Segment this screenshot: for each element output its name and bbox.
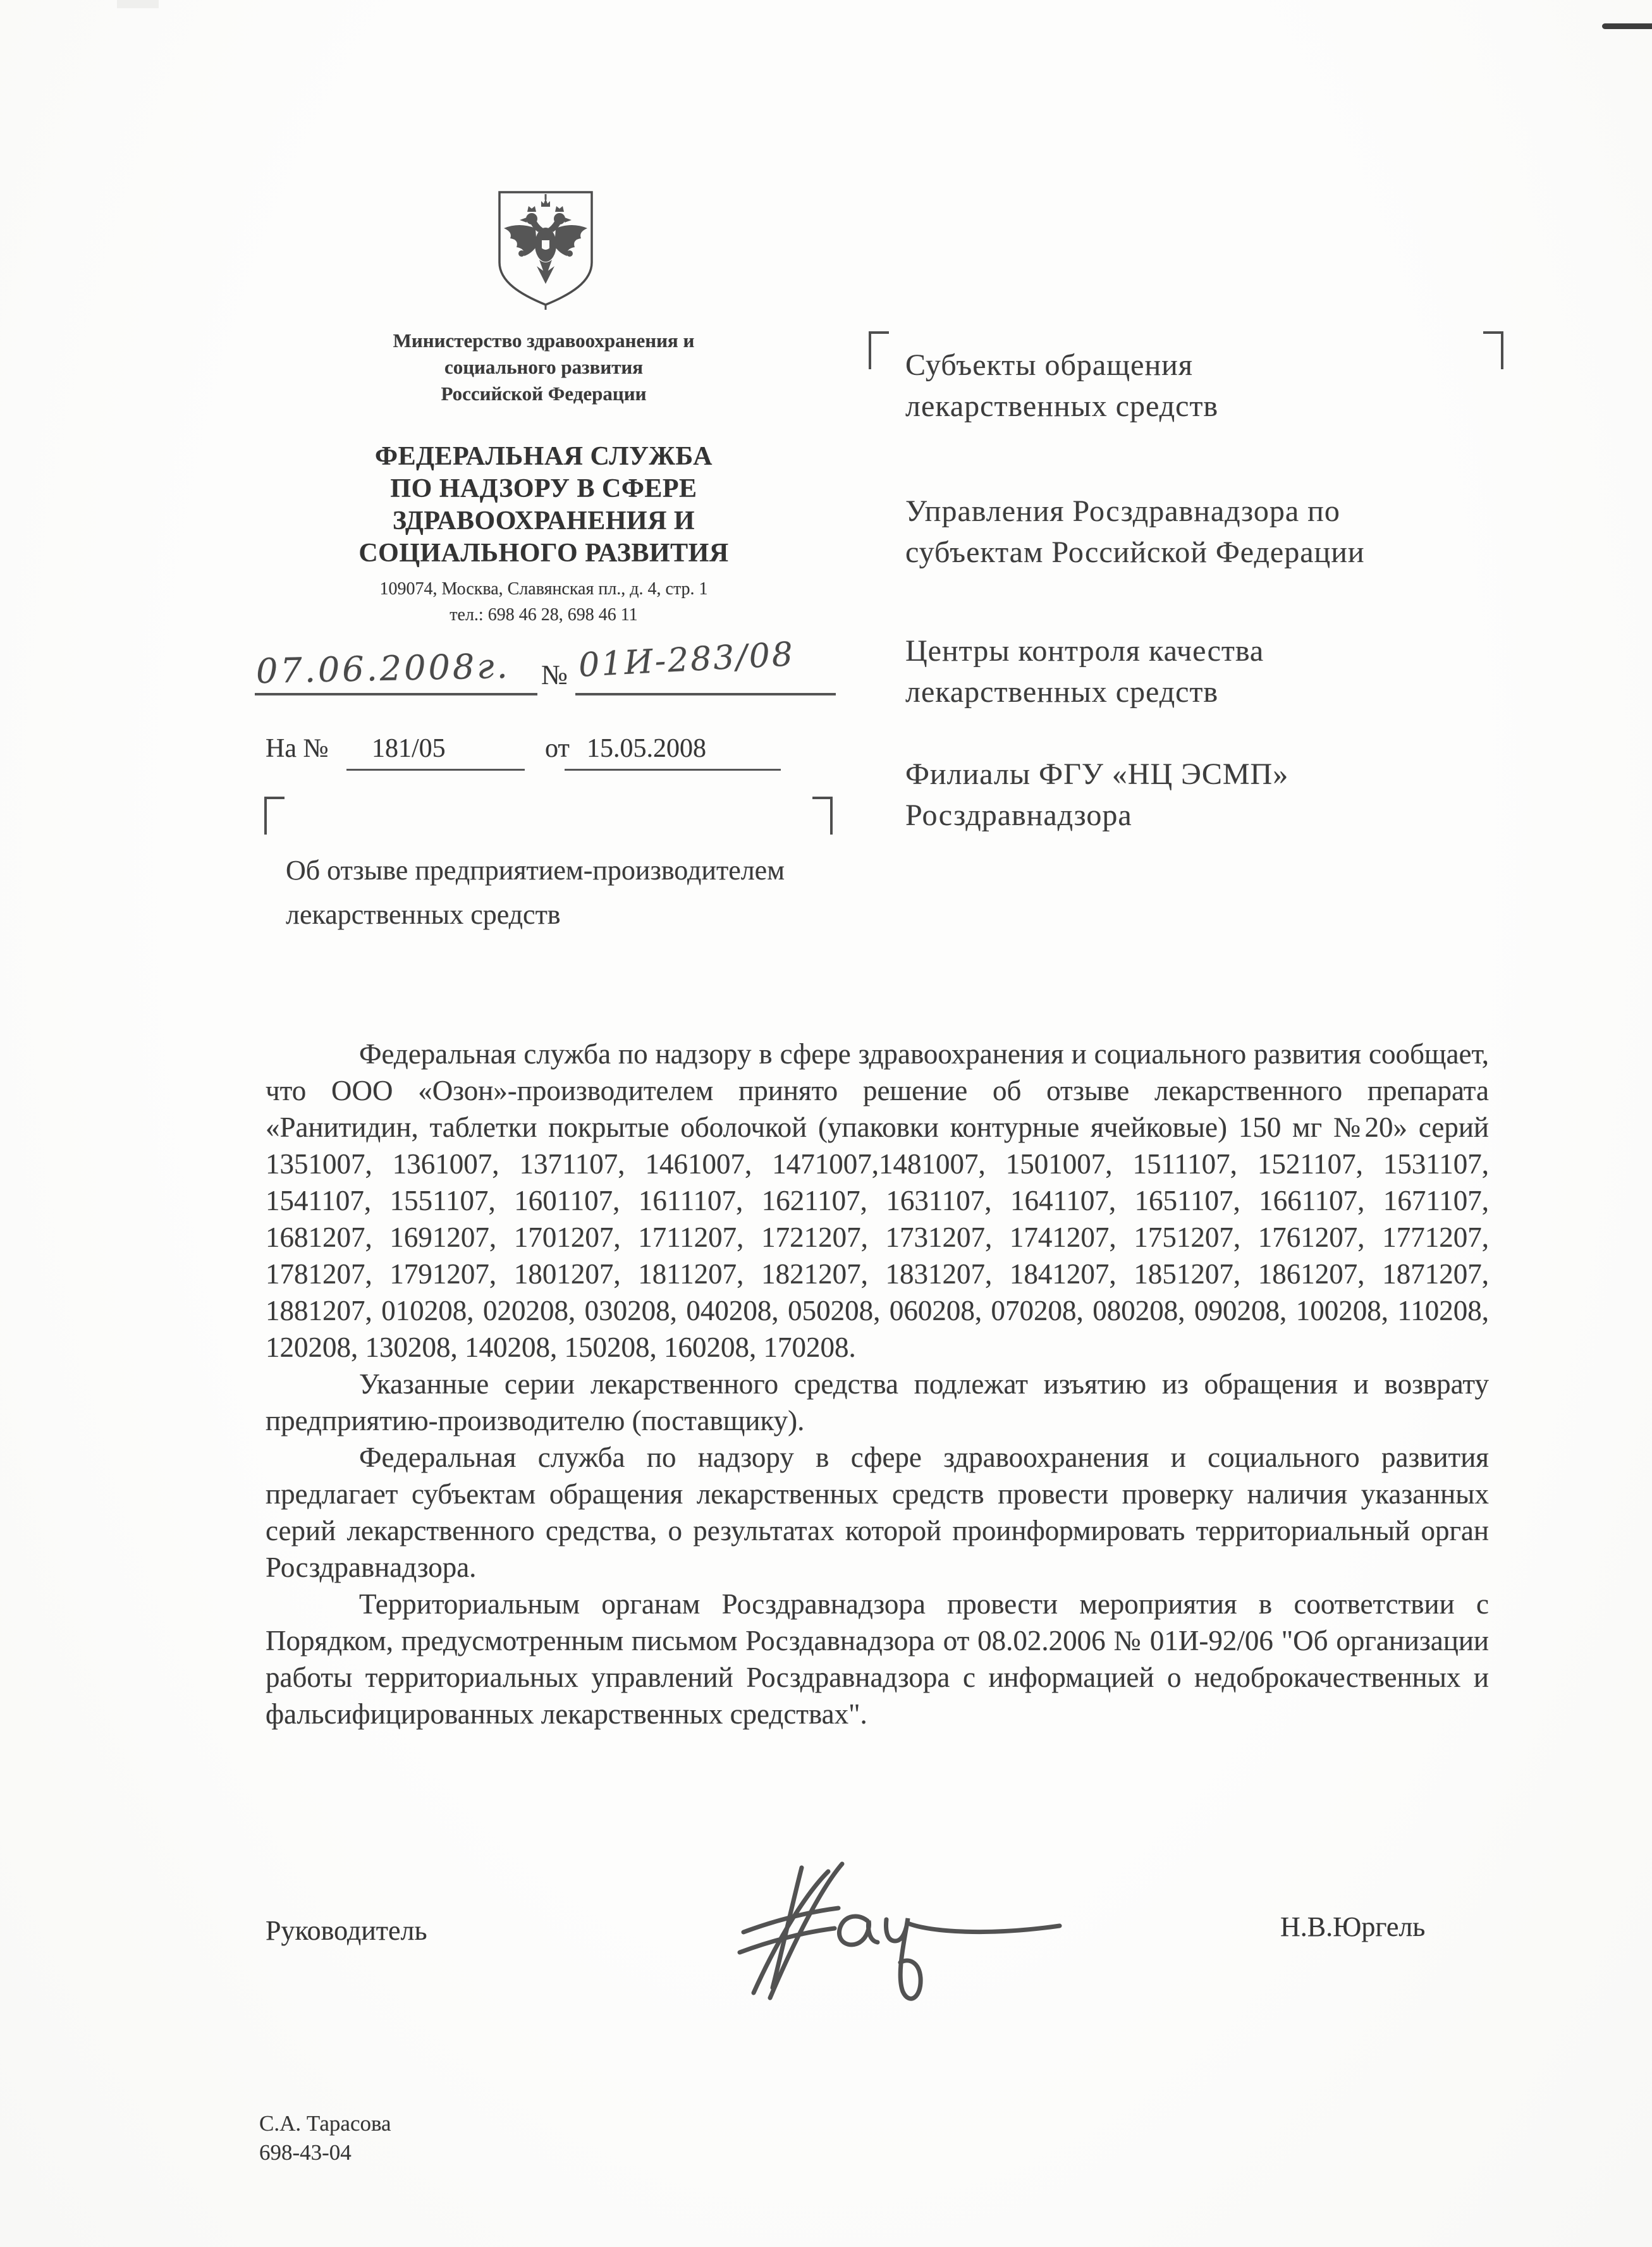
subject-line: Об отзыве предприятием-производителем bbox=[286, 855, 785, 886]
recipient-line: Филиалы ФГУ «НЦ ЭСМП» bbox=[905, 757, 1289, 791]
recipient-line: субъектам Российской Федерации bbox=[905, 536, 1365, 569]
ministry-name-block bbox=[303, 328, 784, 407]
reply-date-underline bbox=[565, 769, 781, 771]
recipient-line: лекарственных средств bbox=[905, 389, 1219, 423]
ministry-line: Министерство здравоохранения и bbox=[393, 329, 695, 352]
recipient-line: Управления Росздравнадзора по bbox=[905, 494, 1340, 528]
recipient-block bbox=[905, 754, 1512, 836]
service-line: ПО НАДЗОРУ В СФЕРЕ bbox=[390, 474, 697, 503]
number-sign-label: № bbox=[541, 659, 568, 690]
reply-ref-number: 181/05 bbox=[372, 734, 446, 763]
recipient-line: Росздравнадзора bbox=[905, 799, 1132, 832]
reply-ref-date: 15.05.2008 bbox=[587, 734, 706, 763]
reply-ref-label: На № bbox=[266, 734, 329, 763]
phone-line: тел.: 698 46 28, 698 46 11 bbox=[450, 605, 638, 625]
service-line: ЗДРАВООХРАНЕНИЯ И bbox=[392, 506, 695, 536]
reply-number-underline bbox=[346, 769, 525, 771]
subject-line: лекарственных средств bbox=[286, 899, 561, 930]
body-paragraph: Федеральная служба по надзору в сфере здравоохранения и социального развития предлагает субъектам обращения лекарственных средств провести проверку наличия указанных серий лекарственного средства, о результатах которой проинформировать территориальный орган Росздравнадзора. bbox=[266, 1442, 1489, 1583]
scan-artifact-line bbox=[1602, 23, 1652, 29]
handwritten-date: 07.06.2008г. bbox=[255, 646, 511, 692]
corner-bracket-left-icon bbox=[264, 797, 285, 835]
body-paragraph: Указанные серии лекарственного средства подлежат изъятию из обращения и возврату предприятию-производителю (поставщику). bbox=[266, 1368, 1489, 1436]
russian-coat-of-arms-icon bbox=[494, 188, 597, 312]
recipient-block bbox=[905, 491, 1512, 573]
service-line: СОЦИАЛЬНОГО РАЗВИТИЯ bbox=[358, 539, 729, 568]
body-paragraph: Федеральная служба по надзору в сфере здравоохранения и социального развития сообщает, что ООО «Озон»-производителем принято решение об отзыве лекарственного препарата «Ранитидин, таблетки покрытые оболочкой (упаковки контурные ячейковые) 150 мг №20» серий 1351007, 1361007, 1371107, 1461007, 1471007,1481007, 1501007, 1511107, 1521107, 1531107, 1541107, 1551107, 1601107, 1611107, 1621107, 1631107, 1641107, 1651107, 1661107, 1671107, 1681207, 1691207, 1701207, 1711207, 1721207, 1731207, 1741207, 1751207, 1761207, 1771207, 1781207, 1791207, 1801207, 1811207, 1821207, 1831207, 1841207, 1851207, 1861207, 1871207, 1881207, 010208, 020208, 030208, 040208, 050208, 060208, 070208, 080208, 090208, 100208, 110208, 120208, 130208, 140208, 150208, 160208, 170208. bbox=[266, 1038, 1489, 1363]
scan-artifact-smudge bbox=[117, 0, 159, 8]
ministry-line: социального развития bbox=[444, 356, 644, 378]
service-line: ФЕДЕРАЛЬНАЯ СЛУЖБА bbox=[375, 442, 713, 471]
ministry-line: Российской Федерации bbox=[441, 383, 647, 405]
address-line: 109074, Москва, Славянская пл., д. 4, стр. 1 bbox=[379, 579, 708, 599]
corner-bracket-right-icon bbox=[812, 797, 833, 835]
body-paragraph: Территориальным органам Росздравнадзора провести мероприятия в соответствии с Порядком, предусмотренным письмом Росздавнадзора от 08.02.2006 № 01И-92/06 "Об организации работы территориальных управлений Росздравнадзора с информацией о недоброкачественных и фальсифицированных лекарственных средствах". bbox=[266, 1588, 1489, 1730]
recipient-block bbox=[905, 630, 1512, 713]
handwritten-outgoing-number: 01И-283/08 bbox=[577, 635, 796, 685]
executor-phone: 698-43-04 bbox=[259, 2140, 352, 2165]
signer-name: Н.В.Юргель bbox=[1280, 1911, 1426, 1942]
recipient-line: Субъекты обращения bbox=[905, 348, 1193, 382]
reply-from-label: от bbox=[545, 734, 570, 763]
recipient-line: Центры контроля качества bbox=[905, 634, 1264, 668]
letter-body bbox=[266, 1036, 1489, 1732]
date-underline bbox=[255, 693, 537, 695]
signer-title: Руководитель bbox=[266, 1915, 427, 1946]
recipient-line: лекарственных средств bbox=[905, 675, 1219, 709]
recipient-block bbox=[905, 345, 1512, 427]
number-underline bbox=[575, 693, 836, 695]
subject-block bbox=[286, 848, 867, 937]
executor-name: С.А. Тарасова bbox=[259, 2111, 391, 2136]
service-name-block bbox=[303, 441, 784, 570]
signature-icon bbox=[708, 1846, 1075, 2011]
executor-block bbox=[259, 2109, 391, 2167]
corner-bracket-left-icon bbox=[869, 331, 889, 369]
